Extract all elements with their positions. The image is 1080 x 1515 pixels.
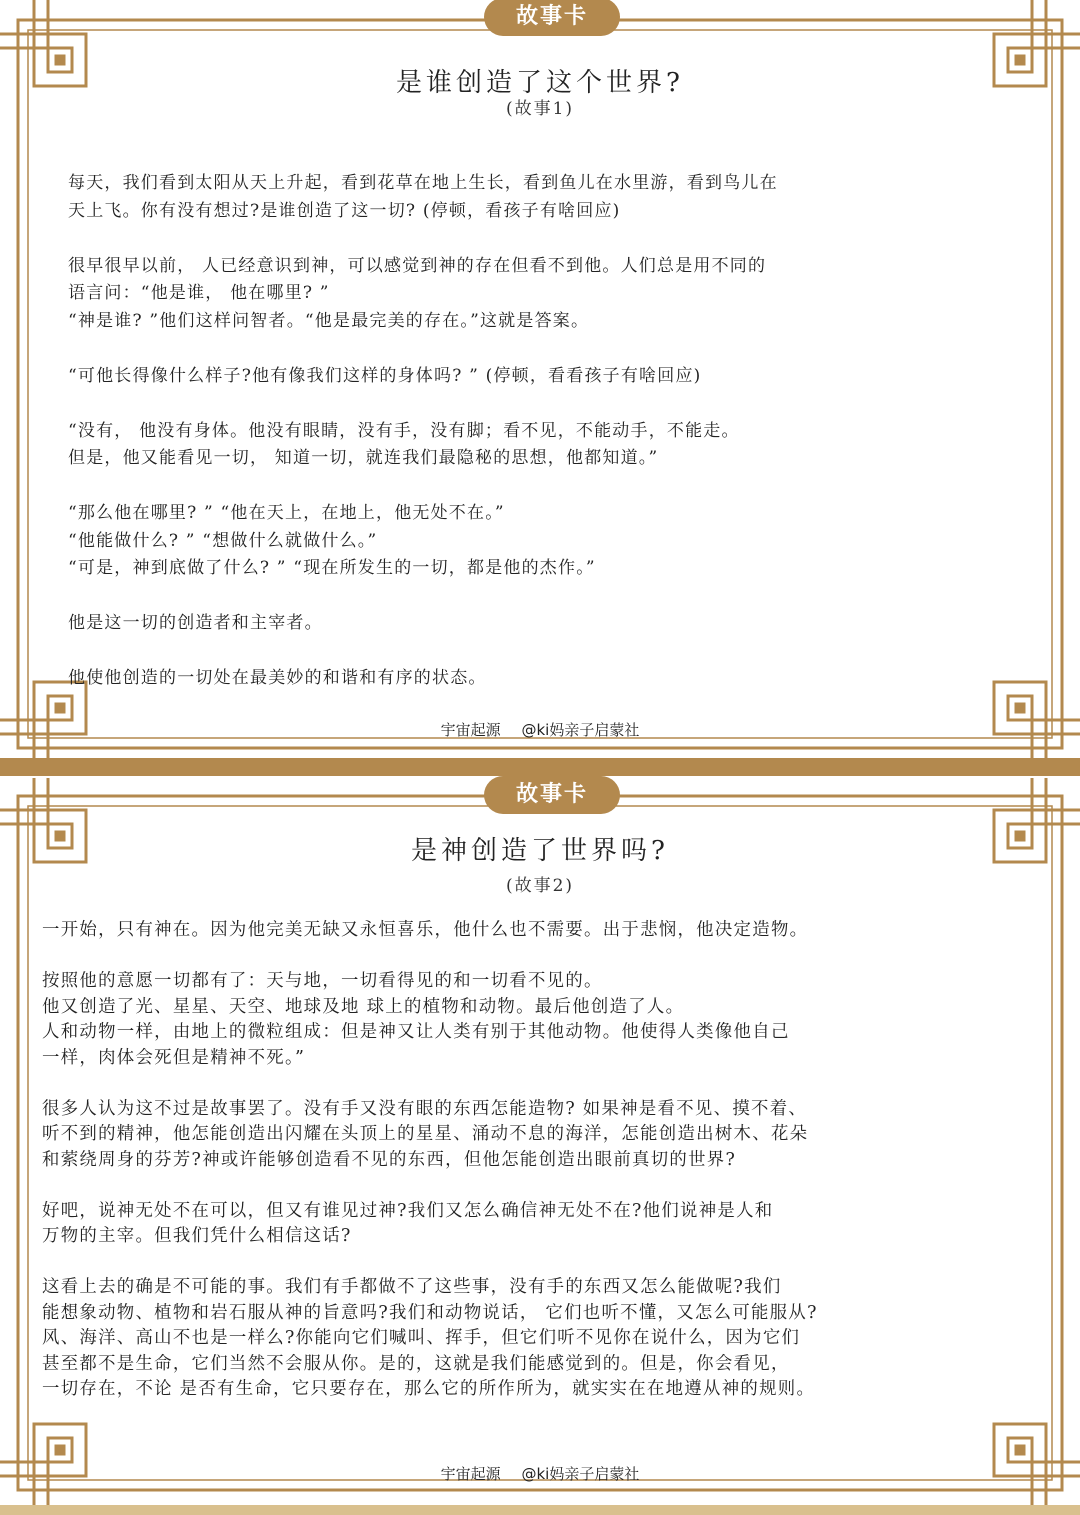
text-line: 好吧，说神无处不在可以，但又有谁见过神?我们又怎么确信神无处不在?他们说神是人和 xyxy=(42,1200,774,1221)
text-line: 甚至都不是生命，它们当然不会服从你。是的，这就是我们能感觉到的。但是，你会看见， xyxy=(42,1353,790,1374)
text-line: 风、海洋、高山不也是一样么?你能向它们喊叫、挥手，但它们听不见你在说什么，因为它们 xyxy=(42,1328,801,1348)
card-subtitle: (故事2) xyxy=(505,876,575,896)
paragraph xyxy=(42,1275,818,1403)
text-line: “可他长得像什么样子?他有像我们这样的身体吗? ” (停顿，看看孩子有啥回应) xyxy=(68,365,702,386)
text-line: 这看上去的确是不可能的事。我们有手都做不了这些事，没有手的东西又怎么能做呢?我们 xyxy=(42,1277,782,1297)
text-line: 能想象动物、植物和岩石服从神的旨意吗?我们和动物说话， 它们也听不懂，又怎么可能服从? xyxy=(42,1302,818,1323)
paragraph xyxy=(42,969,818,1071)
text-line: 按照他的意愿一切都有了：天与地，一切看得见的和一切看不见的。 xyxy=(42,971,603,991)
card-footer xyxy=(0,1463,1080,1484)
text-line: 但是，他又能看见一切， 知道一切，就连我们最隐秘的思想，他都知道。” xyxy=(68,448,659,468)
text-line: 一切存在，不论 是否有生命，它只要存在，那么它的所作所为，就实实在在地遵从神的规则。 xyxy=(42,1379,816,1399)
paragraph xyxy=(68,170,778,225)
story-card-2 xyxy=(0,768,1080,1515)
card-subtitle: (故事1) xyxy=(505,99,575,119)
text-line: “没有， 他没有身体。他没有眼睛，没有手，没有脚；看不见，不能动手，不能走。 xyxy=(68,420,740,441)
text-line: 他是这一切的创造者和主宰者。 xyxy=(68,613,323,633)
card-footer xyxy=(0,719,1080,740)
footer-author: @ki妈亲子启蒙社 xyxy=(521,1465,640,1483)
text-line: “他能做什么? ” “想做什么就做什么。” xyxy=(68,530,378,551)
paragraph xyxy=(42,1199,818,1250)
text-line: 他使他创造的一切处在最美妙的和谐和有序的状态。 xyxy=(68,668,487,688)
card-title: 是谁创造了这个世界? xyxy=(396,68,684,98)
paragraph xyxy=(68,253,778,336)
text-line: “神是谁? ”他们这样问智者。“他是最完美的存在。”这就是答案。 xyxy=(68,310,590,331)
paragraph xyxy=(68,665,778,693)
paragraph xyxy=(42,918,818,944)
footer-topic: 宇宙起源 xyxy=(440,721,501,739)
text-line: 人和动物一样，由地上的微粒组成：但是神又让人类有别于其他动物。他使得人类像他自己 xyxy=(42,1022,790,1042)
text-line: 很早很早以前， 人已经意识到神，可以感觉到神的存在但看不到他。人们总是用不同的 xyxy=(68,255,767,276)
footer-author: @ki妈亲子启蒙社 xyxy=(521,721,640,739)
story-card-badge: 故事卡 xyxy=(484,776,620,814)
paragraph xyxy=(42,1097,818,1174)
text-line: 很多人认为这不过是故事罢了。没有手又没有眼的东西怎能造物? 如果神是看不见、摸不着、 xyxy=(42,1098,808,1119)
card-title: 是神创造了世界吗? xyxy=(411,836,669,866)
story-body xyxy=(42,918,818,1428)
footer-topic: 宇宙起源 xyxy=(440,1465,501,1483)
paragraph xyxy=(68,418,778,473)
text-line: “那么他在哪里? ” “他在天上，在地上，他无处不在。” xyxy=(68,503,505,523)
text-line: “可是，神到底做了什么? ” “现在所发生的一切，都是他的杰作。” xyxy=(68,558,596,578)
story-body xyxy=(68,170,778,720)
paragraph xyxy=(68,610,778,638)
text-line: 一样，肉体会死但是精神不死。” xyxy=(42,1047,306,1068)
text-line: 天上飞。你有没有想过?是谁创造了这一切? (停顿，看孩子有啥回应) xyxy=(68,200,621,221)
text-line: 语言问：“他是谁， 他在哪里? ” xyxy=(68,283,330,303)
story-card-badge: 故事卡 xyxy=(484,0,620,36)
text-line: 听不到的精神，他怎能创造出闪耀在头顶上的星星、涌动不息的海洋，怎能创造出树木、花朵 xyxy=(42,1124,809,1144)
text-line: 他又创造了光、星星、天空、地球及地 球上的植物和动物。最后他创造了人。 xyxy=(42,996,685,1017)
text-line: 万物的主宰。但我们凭什么相信这话? xyxy=(42,1226,352,1246)
paragraph xyxy=(68,363,778,391)
paragraph xyxy=(68,500,778,583)
text-line: 一开始，只有神在。因为他完美无缺又永恒喜乐，他什么也不需要。出于悲悯，他决定造物。 xyxy=(42,920,809,940)
text-line: 每天，我们看到太阳从天上升起，看到花草在地上生长，看到鱼儿在水里游，看到鸟儿在 xyxy=(68,173,778,193)
text-line: 和萦绕周身的芬芳?神或许能够创造看不见的东西，但他怎能创造出眼前真切的世界? xyxy=(42,1149,737,1170)
